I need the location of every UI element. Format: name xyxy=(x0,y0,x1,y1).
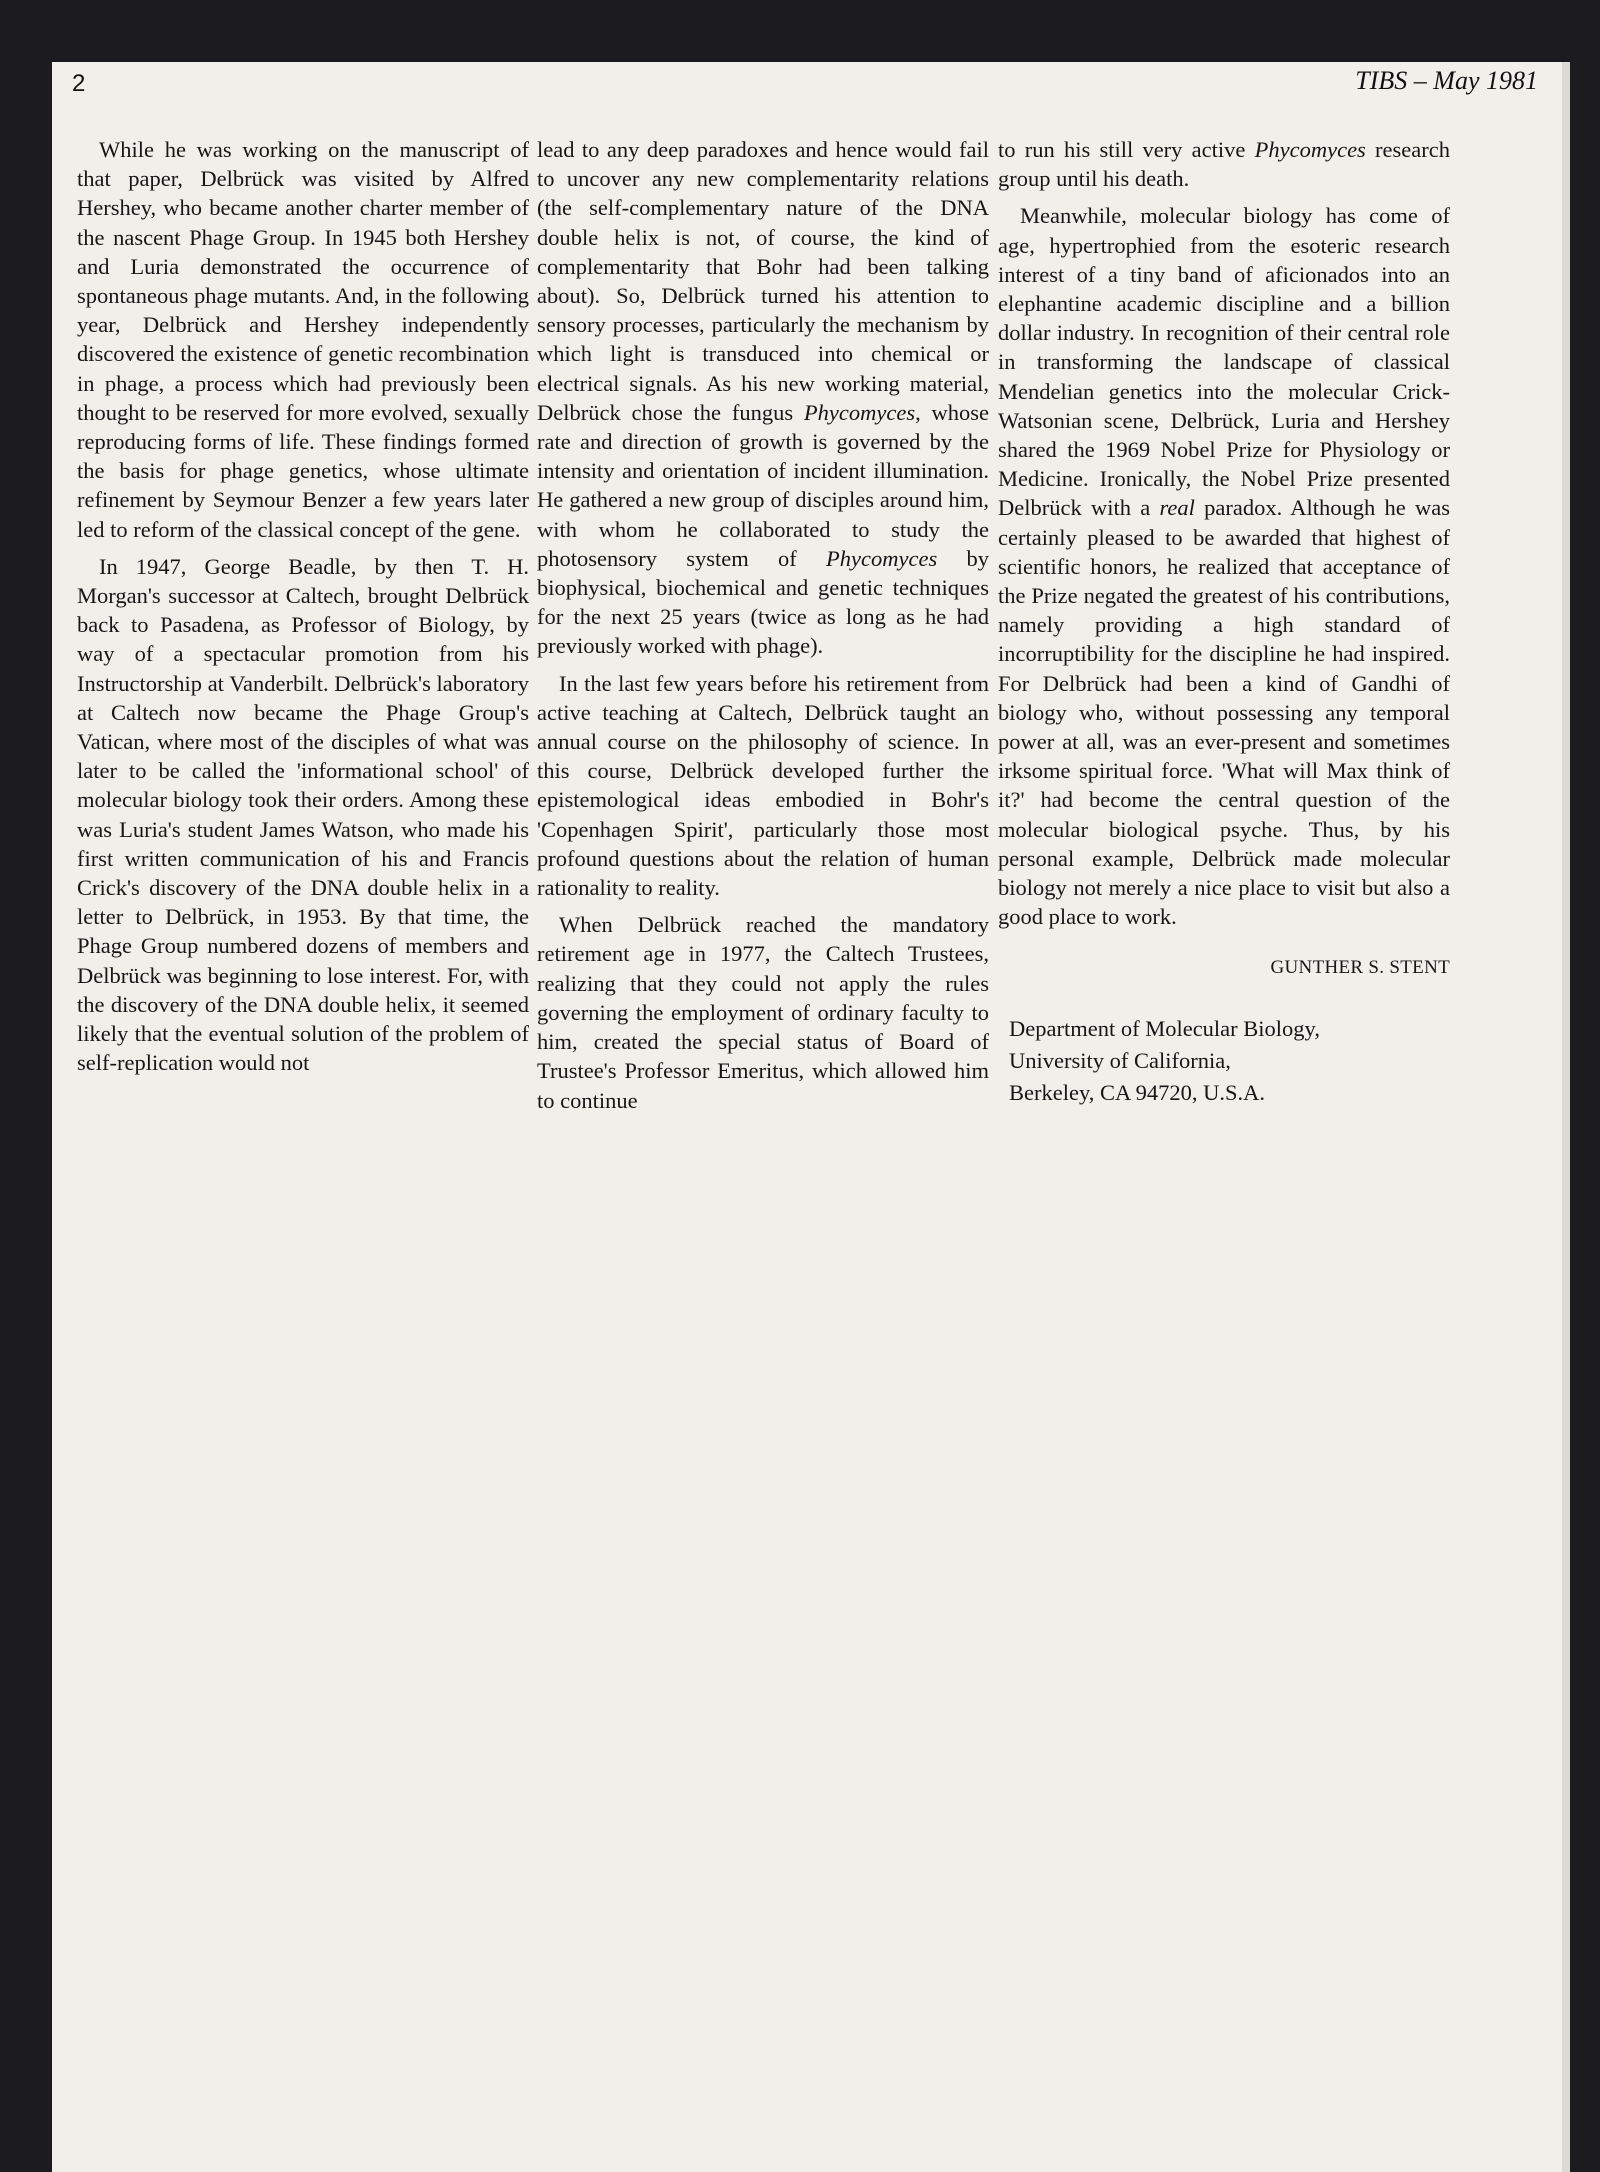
author-name: GUNTHER S. STENT xyxy=(1270,957,1450,979)
paragraph: While he was working on the manuscript of that paper, Delbrück was visited by Alfred Hershey, who became another charter member of the nascent Phage Group. In 1945 both Hershey and Luria demonstrated the occurrence of spontaneous phage mutants. And, in the following year, Delbrück and Hershey independently discovered the existence of genetic recombination in phage, a process which had previously been thought to be reserved for more evolved, sexually reproducing forms of life. These findings formed the basis for phage genetics, whose ultimate refinement by Seymour Benzer a few years later led to reform of the classical concept of the gene. xyxy=(77,137,529,542)
column-3 xyxy=(998,135,1450,1109)
page-edge xyxy=(1562,62,1570,2172)
running-head: TIBS – May 1981 xyxy=(1355,66,1538,95)
italic-term: Phycomyces xyxy=(826,545,938,571)
author-address xyxy=(1009,1013,1450,1109)
address-line: Berkeley, CA 94720, U.S.A. xyxy=(1009,1079,1266,1105)
italic-term: Phycomyces xyxy=(1254,137,1366,162)
italic-term: Phycomyces xyxy=(803,399,916,425)
column-2 xyxy=(537,135,989,1123)
paragraph: to run his still very active Phycomyces research group until his death. xyxy=(998,137,1450,192)
column-1 xyxy=(77,135,529,1086)
paragraph: In 1947, George Beadle, by then T. H. Morgan's successor at Caltech, brought Delbrück back to Pasadena, as Professor of Biology, by way of a spectacular promotion from his Instructorship at Vanderbilt. Delbrück's laboratory at Caltech now became the Phage Group's Vatican, where most of the disciples of what was later to be called the 'informational school' of molecular biology took their orders. Among these was Luria's student James Watson, who made his first written communication of his and Francis Crick's discovery of the DNA double helix in a letter to Delbrück, in 1953. By that time, the Phage Group numbered dozens of members and Delbrück was beginning to lose interest. For, with the discovery of the DNA double helix, it seemed likely that the eventual solution of the problem of self-replication would not xyxy=(77,553,529,1076)
paragraph: In the last few years before his retirement from active teaching at Caltech, Delbrück taught an annual course on the philosophy of science. In this course, Delbrück developed further the epistemological ideas embodied in Bohr's 'Copenhagen Spirit', particularly those most profound questions about the relation of human rationality to reality. xyxy=(537,670,989,901)
paragraph: Meanwhile, molecular biology has come of age, hypertrophied from the esoteric research interest of a tiny band of aficionados into an elephantine academic discipline and a billion dollar industry. In recognition of their central role in transforming the landscape of classical Mendelian genetics into the molecular Crick-Watsonian scene, Delbrück, Luria and Hershey shared the 1969 Nobel Prize for Physiology or Medicine. Ironically, the Nobel Prize presented Delbrück with a real paradox. Although he was certainly pleased to be awarded that highest of scientific honors, he realized that acceptance of the Prize negated the greatest of his contributions, namely providing a high standard of incorruptibility for the discipline he had inspired. For Delbrück had been a kind of Gandhi of biology who, without possessing any temporal power at all, was an ever-present and sometimes irksome spiritual force. 'What will Max think of it?' had become the central question of the molecular biological psyche. Thus, by his personal example, Delbrück made molecular biology not merely a nice place to visit but also a good place to work. xyxy=(998,203,1451,930)
paragraph: When Delbrück reached the mandatory retirement age in 1977, the Caltech Trustees, realizing that they could not apply the rules governing the employment of ordinary faculty to him, created the special status of Board of Trustee's Professor Emeritus, which allowed him to continue xyxy=(537,912,989,1113)
address-line: University of California, xyxy=(1009,1047,1231,1073)
paragraph: lead to any deep paradoxes and hence would fail to uncover any new complementarity relations (the self-complementary nature of the DNA double helix is not, of course, the kind of complementarity that Bohr had been talking about). So, Delbrück turned his attention to sensory processes, particularly the mechanism by which light is transduced into chemical or electrical signals. As his new working material, Delbrück chose the fungus Phycomyces, whose rate and direction of growth is governed by the intensity and orientation of incident illumination. He gathered a new group of disciples around him, with whom he collaborated to study the photosensory system of Phycomyces by biophysical, biochemical and genetic techniques for the next 25 years (twice as long as he had previously worked with phage). xyxy=(537,137,990,659)
italic-term: real xyxy=(1159,495,1195,521)
address-line: Department of Molecular Biology, xyxy=(1009,1015,1320,1041)
page-number: 2 xyxy=(72,70,86,97)
